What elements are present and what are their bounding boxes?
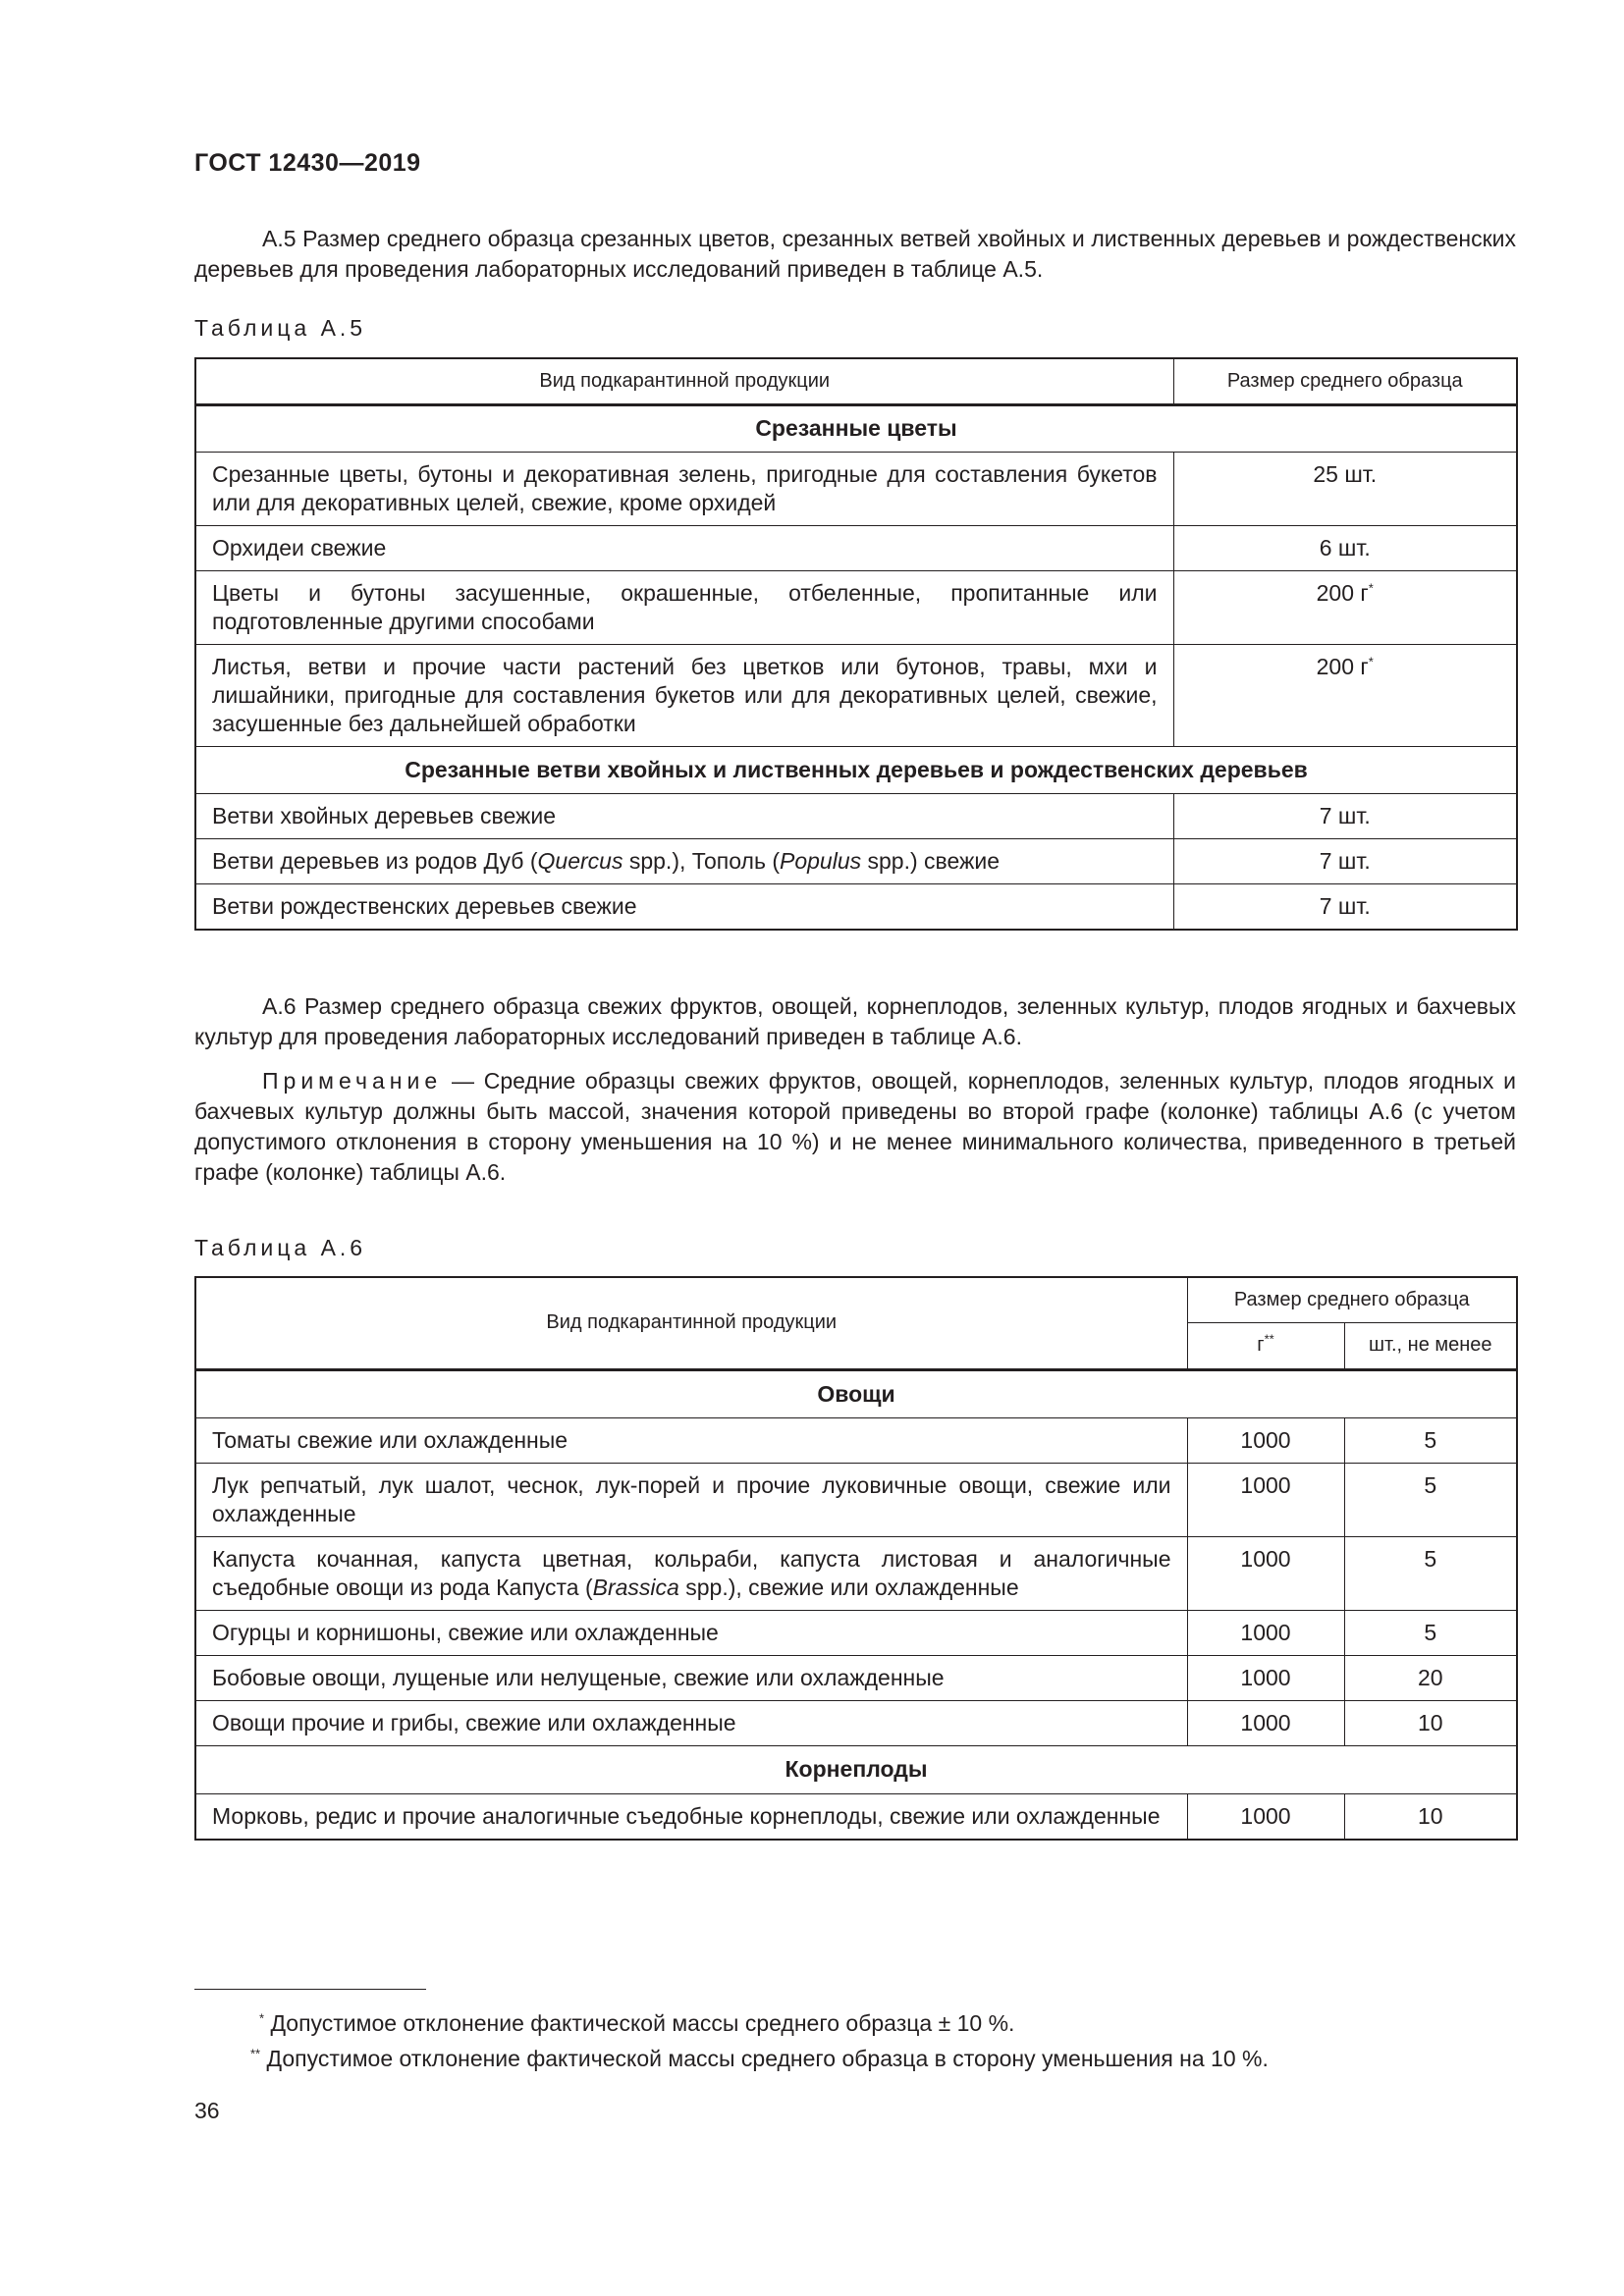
table-row — [195, 570, 1517, 644]
text-part: spp.), Тополь ( — [623, 847, 780, 874]
min-pieces: 5 — [1344, 1610, 1517, 1655]
product-name: Бобовые овощи, лущеные или нелущеные, свежие или охлажденные — [195, 1655, 1187, 1700]
latin-genus: Brassica — [592, 1574, 679, 1600]
sample-size: 7 шт. — [1173, 793, 1517, 838]
table-a5-caption: Таблица А.5 — [194, 315, 367, 341]
footnote-mark: ** — [1264, 1331, 1274, 1347]
note-paragraph — [194, 1066, 1516, 1188]
text-part: spp.), свежие или охлажденные — [678, 1574, 1019, 1600]
sample-size-cell — [1173, 570, 1517, 644]
footnote-mark: ** — [250, 2046, 261, 2061]
sample-size: 7 шт. — [1173, 883, 1517, 930]
section-row — [195, 1745, 1517, 1793]
footnote-text: Допустимое отклонение фактической массы среднего образца в сторону уменьшения на 10 %. — [260, 2046, 1269, 2071]
mass-grams: 1000 — [1187, 1700, 1344, 1745]
text-part: spp.) свежие — [861, 847, 1001, 874]
product-name — [195, 838, 1173, 883]
table-row — [195, 1463, 1517, 1536]
footnote-mark: * — [1368, 653, 1374, 668]
footnote-text: Допустимое отклонение фактической массы среднего образца ± 10 %. — [264, 2010, 1015, 2036]
sample-size: 200 г — [1316, 579, 1369, 606]
sample-size: 6 шт. — [1173, 525, 1517, 570]
min-pieces: 10 — [1344, 1700, 1517, 1745]
product-name: Огурцы и корнишоны, свежие или охлажденные — [195, 1610, 1187, 1655]
column-header-grams-cell — [1187, 1322, 1344, 1369]
table-a5 — [194, 357, 1518, 931]
table-a6 — [194, 1276, 1518, 1841]
product-name: Томаты свежие или охлажденные — [195, 1417, 1187, 1463]
table-header-row — [195, 1277, 1517, 1322]
note-text: — Средние образцы свежих фруктов, овощей, корнеплодов, зеленных культур, плодов ягодных и бахчевых культур должны быть массой, значения которой приведены во второй графе (колонке) таблицы А.6 (с учетом допустимого отклонения в сторону уменьшения на 10 %) и не менее минимального количества, приведенного в третьей графе (колонке) таблицы А.6. — [194, 1068, 1516, 1185]
min-pieces: 20 — [1344, 1655, 1517, 1700]
mass-grams: 1000 — [1187, 1463, 1344, 1536]
product-name: Ветви рождественских деревьев свежие — [195, 883, 1173, 930]
product-name: Цветы и бутоны засушенные, окрашенные, отбеленные, пропитанные или подготовленные другими способами — [195, 570, 1173, 644]
mass-grams: 1000 — [1187, 1536, 1344, 1610]
product-name: Лук репчатый, лук шалот, чеснок, лук-порей и прочие луковичные овощи, свежие или охлажденные — [195, 1463, 1187, 1536]
section-heading: Срезанные цветы — [195, 404, 1517, 452]
product-name: Морковь, редис и прочие аналогичные съедобные корнеплоды, свежие или охлажденные — [195, 1793, 1187, 1840]
product-name: Овощи прочие и грибы, свежие или охлажденные — [195, 1700, 1187, 1745]
section-row — [195, 746, 1517, 793]
sample-size: 200 г — [1316, 653, 1369, 679]
column-header-size: Размер среднего образца — [1187, 1277, 1517, 1322]
table-row — [195, 883, 1517, 930]
paragraph-a5: А.5 Размер среднего образца срезанных цветов, срезанных ветвей хвойных и лиственных деревьев и рождественских деревьев для проведения лабораторных исследований приведен в таблице А.5. — [194, 226, 1516, 282]
table-header-row — [195, 358, 1517, 404]
table-row — [195, 452, 1517, 525]
product-name: Срезанные цветы, бутоны и декоративная зелень, пригодные для составления букетов или для декоративных целей, свежие, кроме орхидей — [195, 452, 1173, 525]
sample-size: 7 шт. — [1173, 838, 1517, 883]
column-header-pieces: шт., не менее — [1344, 1322, 1517, 1369]
product-name: Орхидеи свежие — [195, 525, 1173, 570]
min-pieces: 5 — [1344, 1463, 1517, 1536]
table-row — [195, 525, 1517, 570]
table-row — [195, 1793, 1517, 1840]
text-part: Ветви деревьев из родов Дуб ( — [212, 847, 538, 874]
latin-genus: Quercus — [537, 847, 623, 874]
table-row — [195, 793, 1517, 838]
mass-grams: 1000 — [1187, 1610, 1344, 1655]
column-header-product: Вид подкарантинной продукции — [195, 358, 1173, 404]
mass-grams: 1000 — [1187, 1417, 1344, 1463]
section-row — [195, 1369, 1517, 1417]
column-header-grams: г — [1257, 1334, 1265, 1356]
text-part: Капуста кочанная, капуста цветная, кольраби, капуста листовая и аналогичные съедобные овощи из рода Капуста ( — [212, 1545, 1171, 1600]
table-row — [195, 1700, 1517, 1745]
section-row — [195, 404, 1517, 452]
product-name: Ветви хвойных деревьев свежие — [195, 793, 1173, 838]
latin-genus: Populus — [780, 847, 862, 874]
mass-grams: 1000 — [1187, 1655, 1344, 1700]
mass-grams: 1000 — [1187, 1793, 1344, 1840]
table-row — [195, 838, 1517, 883]
product-name — [195, 1536, 1187, 1610]
section-heading: Срезанные ветви хвойных и лиственных деревьев и рождественских деревьев — [195, 746, 1517, 793]
footnote-mark: * — [259, 2010, 265, 2026]
product-name: Листья, ветви и прочие части растений без цветков или бутонов, травы, мхи и лишайники, пригодные для составления букетов или для декоративных целей, свежие, засушенные без дальнейшей обработки — [195, 644, 1173, 746]
section-heading: Корнеплоды — [195, 1745, 1517, 1793]
footnote-separator — [194, 1989, 426, 1990]
min-pieces: 5 — [1344, 1417, 1517, 1463]
paragraph-a6: А.6 Размер среднего образца свежих фруктов, овощей, корнеплодов, зеленных культур, плодов ягодных и бахчевых культур для проведения лабораторных исследований приведен в таблице А.6. — [194, 993, 1516, 1049]
column-header-size: Размер среднего образца — [1173, 358, 1517, 404]
footnote — [250, 2044, 1269, 2073]
footnote — [259, 2008, 1014, 2038]
column-header-product: Вид подкарантинной продукции — [195, 1277, 1187, 1369]
table-row — [195, 1417, 1517, 1463]
note-label: Примечание — [262, 1068, 443, 1094]
min-pieces: 5 — [1344, 1536, 1517, 1610]
table-row — [195, 644, 1517, 746]
footnote-mark: * — [1368, 579, 1374, 595]
sample-size: 25 шт. — [1173, 452, 1517, 525]
table-row — [195, 1610, 1517, 1655]
table-a6-caption: Таблица А.6 — [194, 1235, 367, 1260]
page-number: 36 — [194, 2098, 220, 2123]
table-row — [195, 1655, 1517, 1700]
table-row — [195, 1536, 1517, 1610]
min-pieces: 10 — [1344, 1793, 1517, 1840]
section-heading: Овощи — [195, 1369, 1517, 1417]
sample-size-cell — [1173, 644, 1517, 746]
document-header: ГОСТ 12430—2019 — [194, 149, 421, 177]
